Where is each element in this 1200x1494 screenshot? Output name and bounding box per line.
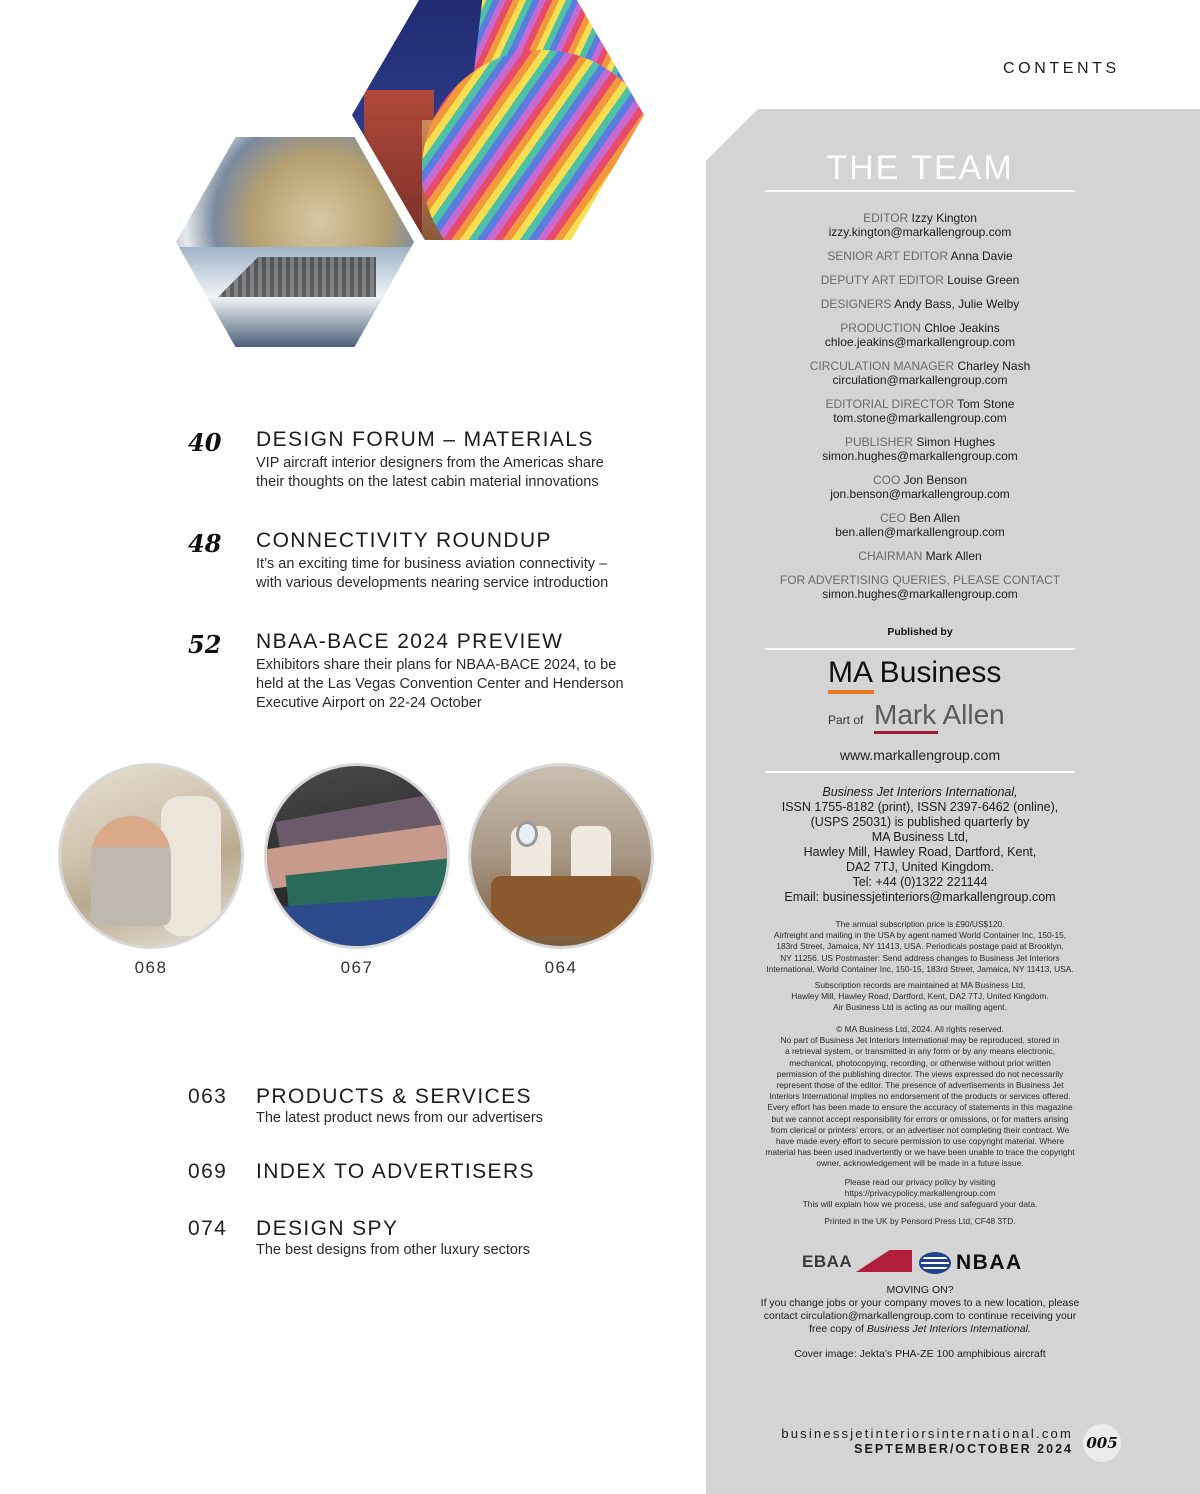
entry-page-number: 063 bbox=[188, 1085, 228, 1108]
staff-circulation-manager: CIRCULATION MANAGER Charley Nash circulation@markallengroup.com bbox=[809, 359, 1031, 387]
imprint-block: Business Jet Interiors International, ISSN 1755-8182 (print), ISSN 2397-6462 (online), (USPS 25031) is published quarterly by MA Business Ltd, Hawley Mill, Hawley Road, Dartford, Kent, DA2 7TJ, United Kingdom. Tel: +44 (0)1322 221144 Email: businessjetinteriors@markallengroup.com bbox=[781, 785, 1059, 904]
ma-business-underline bbox=[828, 690, 874, 694]
subscription-records: Subscription records are maintained at MA Business Ltd, Hawley Mill, Hawley Road, Dartford, Kent, DA2 7TJ, United Kingdom. Air Business Ltd is acting as our mailing agent. bbox=[791, 980, 1049, 1013]
staff-editorial-director: EDITORIAL DIRECTOR Tom Stone tom.stone@markallengroup.com bbox=[825, 397, 1015, 425]
staff-ceo: CEO Ben Allen ben.allen@markallengroup.com bbox=[835, 511, 1005, 539]
thumbnail-seat-craftsman[interactable] bbox=[58, 763, 244, 949]
entry-title: PRODUCTS & SERVICES bbox=[256, 1085, 532, 1108]
staff-chairman: CHAIRMAN Mark Allen bbox=[858, 549, 982, 563]
thumbnail-page-label: 064 bbox=[544, 958, 578, 977]
entry-description: The best designs from other luxury sectors bbox=[256, 1242, 531, 1258]
ebaa-logo: EBAA bbox=[802, 1250, 912, 1276]
entry-page-number: 074 bbox=[188, 1217, 228, 1240]
entry-title: INDEX TO ADVERTISERS bbox=[256, 1160, 535, 1183]
mark-allen-underline bbox=[874, 731, 938, 734]
staff-publisher: PUBLISHER Simon Hughes simon.hughes@markallengroup.com bbox=[822, 435, 1018, 463]
feature-page-number: 52 bbox=[188, 630, 222, 659]
footer-website-link[interactable]: businessjetinteriorsinternational.com bbox=[781, 1426, 1073, 1441]
satellite-antenna-image bbox=[176, 137, 414, 347]
privacy-link[interactable]: https://privacypolicy.markallengroup.com bbox=[844, 1188, 996, 1199]
page-number: 005 bbox=[1083, 1424, 1121, 1462]
thumbnail-page-label: 067 bbox=[340, 958, 374, 977]
feature-title: DESIGN FORUM – MATERIALS bbox=[256, 428, 594, 451]
thumbnail-cabin-interior[interactable] bbox=[468, 763, 654, 949]
printer-info: Printed in the UK by Pensord Press Ltd, CF48 3TD. bbox=[824, 1216, 1016, 1226]
publisher-website-link[interactable]: www.markallengroup.com bbox=[839, 747, 1001, 763]
staff-editor: EDITOR Izzy Kington izzy.kington@markallengroup.com bbox=[828, 211, 1012, 239]
entry-title: DESIGN SPY bbox=[256, 1217, 399, 1240]
staff-email[interactable]: jon.benson@markallengroup.com bbox=[830, 487, 1010, 501]
staff-coo: COO Jon Benson jon.benson@markallengroup.com bbox=[830, 473, 1010, 501]
ebaa-tail-icon bbox=[856, 1250, 912, 1272]
thumbnail-fabric-samples[interactable] bbox=[264, 763, 450, 949]
advertising-contact: FOR ADVERTISING QUERIES, PLEASE CONTACT simon.hughes@markallengroup.com bbox=[779, 573, 1061, 601]
entry-description: The latest product news from our advertisers bbox=[256, 1110, 543, 1126]
staff-email[interactable]: izzy.kington@markallengroup.com bbox=[828, 225, 1012, 239]
feature-description: VIP aircraft interior designers from the Americas share their thoughts on the latest cabin material innovations bbox=[256, 455, 604, 490]
moving-on-notice: MOVING ON? If you change jobs or your company moves to a new location, please contact circulation@markallengroup.com to continue receiving your free copy of Business Jet Interiors International. bbox=[760, 1284, 1080, 1335]
las-vegas-sphere-image bbox=[352, 0, 644, 240]
imprint-email[interactable]: Email: businessjetinteriors@markallengroup.com bbox=[784, 890, 1056, 904]
divider bbox=[765, 771, 1075, 773]
nbaa-globe-icon bbox=[919, 1252, 951, 1274]
feature-page-number: 48 bbox=[188, 529, 222, 558]
footer-issue-date: SEPTEMBER/OCTOBER 2024 bbox=[854, 1442, 1073, 1456]
entry-page-number: 069 bbox=[188, 1160, 228, 1183]
part-of-label: Part of bbox=[828, 713, 864, 727]
mark-allen-logo: Mark Allen bbox=[874, 699, 1005, 730]
nbaa-logo: NBAA bbox=[956, 1251, 1023, 1274]
team-title: THE TEAM bbox=[826, 149, 1014, 187]
staff-email[interactable]: circulation@markallengroup.com bbox=[832, 373, 1008, 387]
feature-title: NBAA-BACE 2024 PREVIEW bbox=[256, 630, 564, 653]
staff-email[interactable]: chloe.jeakins@markallengroup.com bbox=[824, 335, 1016, 349]
thumbnail-page-label: 068 bbox=[134, 958, 168, 977]
section-label: CONTENTS bbox=[1003, 60, 1120, 77]
staff-email[interactable]: simon.hughes@markallengroup.com bbox=[822, 449, 1018, 463]
feature-description: It’s an exciting time for business aviation connectivity – with various developments nearing service introduction bbox=[256, 556, 609, 591]
staff-email[interactable]: tom.stone@markallengroup.com bbox=[833, 411, 1007, 425]
divider bbox=[765, 648, 1075, 650]
feature-description: Exhibitors share their plans for NBAA-BACE 2024, to be held at the Las Vegas Convention Center and Henderson Executive Airport on 22-24 October bbox=[256, 657, 624, 711]
staff-deputy-art-editor: DEPUTY ART EDITOR Louise Green bbox=[820, 273, 1020, 287]
feature-page-number: 40 bbox=[188, 428, 222, 457]
cover-caption: Cover image: Jekta’s PHA-ZE 100 amphibious aircraft bbox=[794, 1348, 1046, 1360]
staff-email[interactable]: simon.hughes@markallengroup.com bbox=[822, 587, 1018, 601]
subscription-info: The annual subscription price is £90/US$120. Airfreight and mailing in the USA by agent named World Container Inc, 150-15, 183rd Street, Jamaica, NY 11413, USA. Periodicals postage paid at Brooklyn, NY 11256. US Postmaster: Send address changes to Business Jet Interiors International, World Container Inc, 150-15, 183rd Street, Jamaica, NY 11413, USA. bbox=[766, 919, 1074, 974]
staff-production: PRODUCTION Chloe Jeakins chloe.jeakins@markallengroup.com bbox=[824, 321, 1016, 349]
divider bbox=[765, 190, 1075, 192]
feature-title: CONNECTIVITY ROUNDUP bbox=[256, 529, 552, 552]
staff-email[interactable]: ben.allen@markallengroup.com bbox=[835, 525, 1005, 539]
staff-designers: DESIGNERS Andy Bass, Julie Welby bbox=[820, 297, 1020, 311]
ma-business-logo: MA Business bbox=[828, 656, 1002, 689]
staff-senior-art-editor: SENIOR ART EDITOR Anna Davie bbox=[827, 249, 1013, 263]
privacy-notice: Please read our privacy policy by visiting https://privacypolicy.markallengroup.com This will explain how we process, use and safeguard your data. bbox=[802, 1177, 1038, 1210]
published-by-label: Published by bbox=[887, 626, 953, 638]
copyright-notice: © MA Business Ltd, 2024. All rights reserved. No part of Business Jet Interiors International may be reproduced, stored in a retrieval system, or transmitted in any form or by any means electronic, mechanical, photocopying, recording, or otherwise without prior written permission of the publishing director. The views expressed do not necessarily represent those of the editor. The presence of advertisements in Business Jet Interiors International implies no endorsement of the products or services offered. Every effort has been made to ensure the accuracy of statements in this magazine but we cannot accept responsibility for errors or omissions, or for matters arising from clerical or printers’ errors, or an advertiser not completing their contract. We have made every effort to secure permission to use copyright material. Where material has been used inadvertently or we have been unable to trace the copyright owner, acknowledgement will be made in a future issue. bbox=[765, 1024, 1075, 1169]
